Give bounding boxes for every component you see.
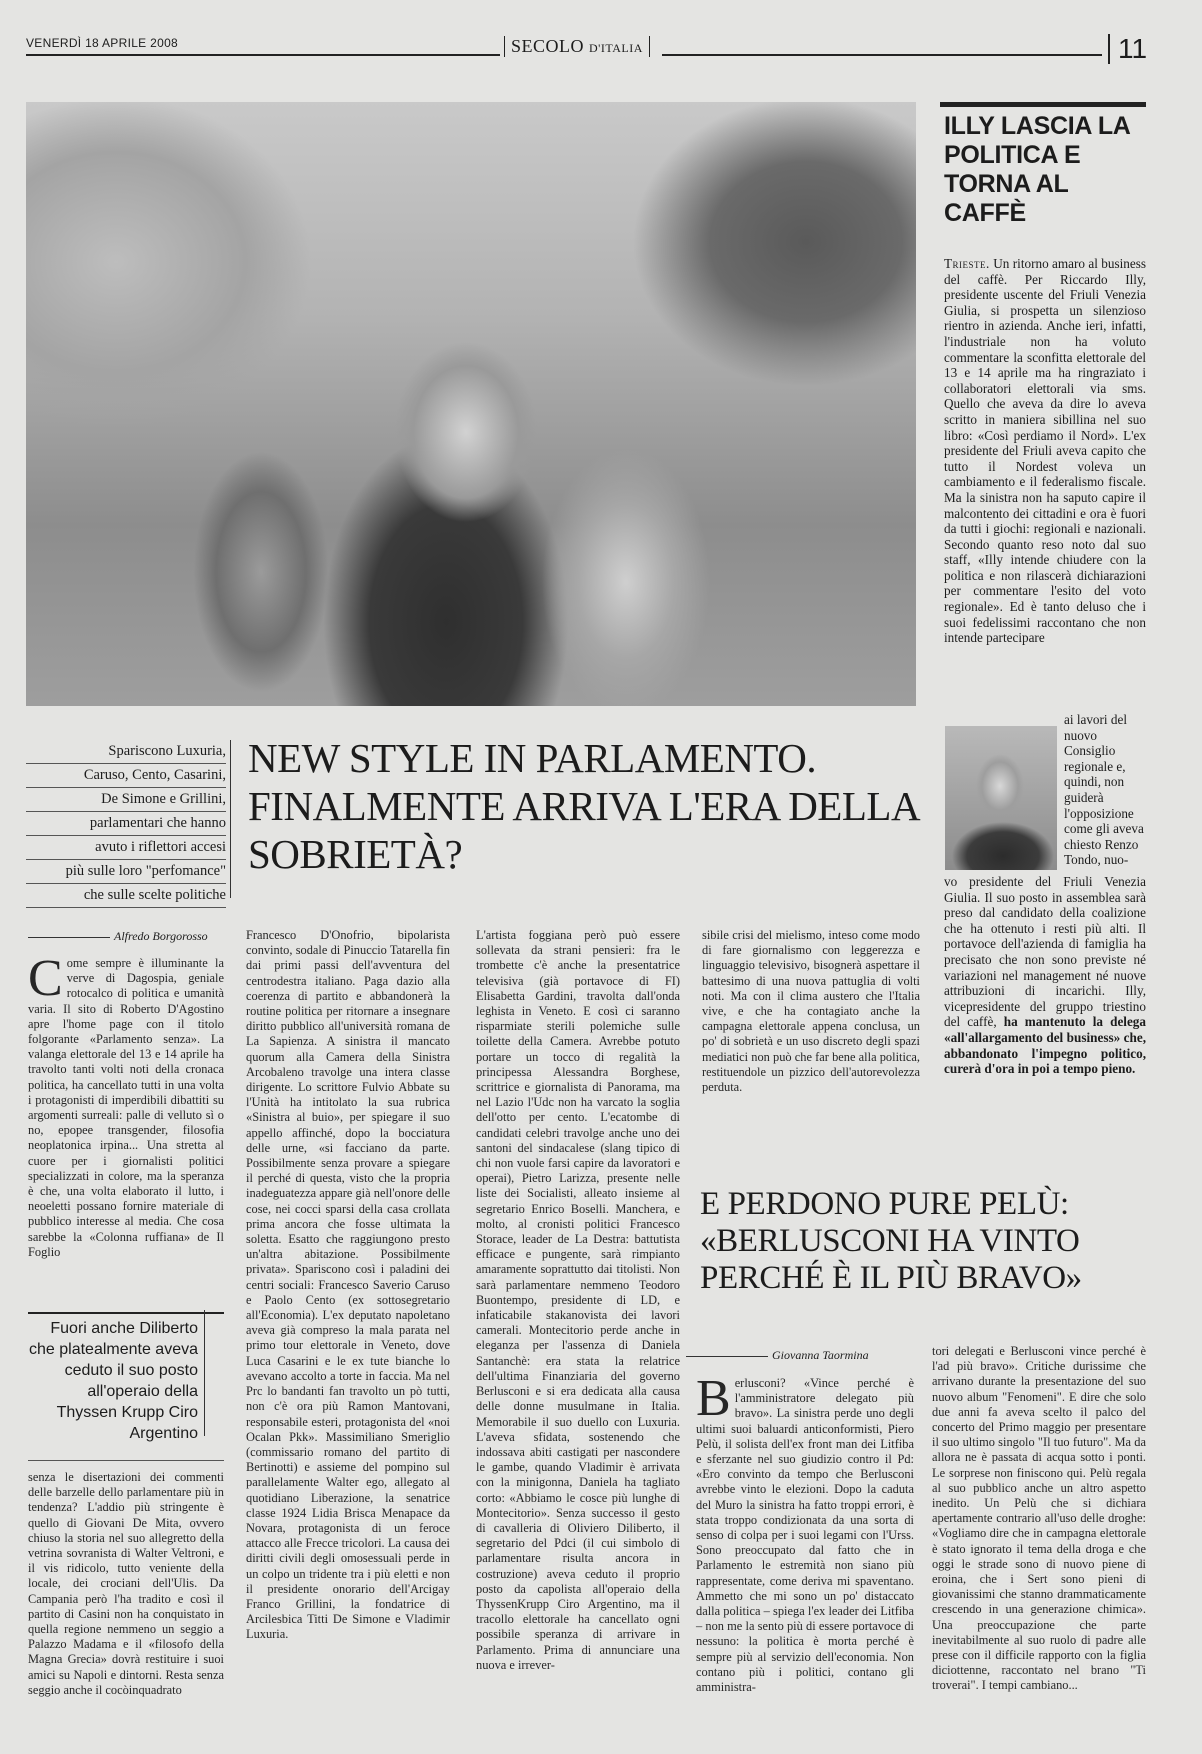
pull-quote-rule	[28, 1312, 224, 1314]
deck-divider	[230, 740, 231, 898]
second-headline: E PERDONO PURE PELÙ: «BERLUSCONI HA VINTO PERCHÉ È IL PIÙ BRAVO»	[700, 1186, 1082, 1296]
second-column-1	[696, 1370, 914, 1695]
main-column-4: sibile crisi del mielismo, inteso come modo di fare giornalismo con leggerezza e linguaggio televisivo, bisognerà aspettare il battesimo di una nuova pattuglia di volti noti. Ma con il clima austero che l'Italia vive, e che ha contagiato anche la campagna elettorale appena conclusa, un po' di sobrietà e un uso discreto degli spazi mediatici non può che far bene alla politica, restituendole un pizzico dell'autorevolezza perduta.	[702, 928, 920, 1095]
newspaper-name	[504, 36, 650, 57]
deck-line: De Simone e Grillini,	[26, 788, 226, 812]
illy-portrait-photo	[945, 726, 1057, 870]
second-column-1-text: erlusconi? «Vince perché è l'amministratore delegato più bravo». La sinistra perde uno degli ultimi suoi baluardi anticonformisti, Piero Pelù, il solista dell'ex front man dei Litfiba e sferzante nel suo giudizio contro il Pd: «Ero convinto da tempo che Berlusconi avrebbe vinto le elezioni. Dopo la caduta del Muro la sinistra ha fatto troppi errori, è stata troppo condizionata da una sorta di senso di colpa per i suoi legami con l'Urss. Sono preoccupato dal fatto che in Parlamento le estremità non siano più rappresentate, come deriva mi spaventano. Ammetto che mi sono un po' distaccato dalla politica – spiega l'ex leader dei Litfiba – non me la sento più di essere portavoce di nessuno: la politica è morta perché è sempre più al servizio dell'economia. Non contano più i politici, contano gli amministra-	[696, 1376, 914, 1695]
page-number: 11	[1108, 34, 1147, 64]
sidebar-text-a: Un ritorno amaro al business del caffè. Per Riccardo Illy, presidente uscente del Friuli Venezia Giulia, si prospetta un silenzioso rientro in azienda. Anche ieri, infatti, l'industriale non ha voluto commentare la sconfitta elettorale del 13 e 14 aprile ma ha ringraziato i collaboratori elettorali via sms. Quello che aveva da dire lo aveva scritto in maniera sibillina nel suo libro: «Così perdiamo il Nord». L'ex presidente del Friuli aveva capito che tutto il Nordest voleva un cambiamento e il federalismo fiscale. Ma la sinistra non ha saputo capire il malcontento dei cittadini e ora è fuori da tutti i giochi: regionali e nazionali. Secondo quanto reso noto dal suo staff, «Illy intende chiudere con la politica e non rilascerà dichiarazioni per commentare l'esito del voto regionale». Ed è tanto deluso che i suoi fedelissimi raccontano che non intende partecipare	[944, 256, 1146, 646]
newspaper-name-main: SECOLO	[511, 36, 585, 56]
sidebar-top-rule	[940, 102, 1146, 107]
second-byline: Giovanna Taormina	[686, 1348, 869, 1363]
deck-line: avuto i riflettori accesi	[26, 836, 226, 860]
pull-quote-bar	[204, 1310, 205, 1436]
sidebar-headline: ILLY LASCIA LA POLITICA E TORNA AL CAFFÈ	[944, 112, 1130, 227]
main-byline: Alfredo Borgorosso	[28, 929, 208, 944]
sidebar-dateline: Trieste.	[944, 256, 990, 271]
deck-line: Spariscono Luxuria,	[26, 740, 226, 764]
issue-date: VENERDÌ 18 APRILE 2008	[26, 36, 179, 50]
sidebar-body-top	[944, 256, 1146, 646]
main-dropcap: C	[28, 950, 63, 1007]
deck-line: parlamentari che hanno	[26, 812, 226, 836]
masthead-rule-left	[26, 54, 500, 56]
sidebar-body-bottom	[944, 874, 1146, 1077]
second-dropcap: B	[696, 1370, 731, 1427]
newspaper-name-suffix: D'ITALIA	[589, 41, 643, 55]
main-photo	[26, 102, 916, 706]
sidebar-body-wrap: ai lavori del nuovo Consiglio regionale e, quindi, non guiderà l'opposizione come gli aveva chiesto Renzo Tondo, nuo-	[1064, 712, 1144, 868]
main-column-1-continued: senza le disertazioni dei commenti delle barzelle dello parlamentare più in tendenza? L'addio più stringente è quello di Giovani De Mita, ovvero chiuso la storia nel suo allegretto della vetrina sovranista di Walter Veltroni, e il vis ridicolo, tutto veniente della locale, dei crociani dell'Ulis. Da Campania però l'ha tradito e così il partito di Casini non ha conquistato in quella regione nemmeno un seggio a Palazzo Madama e il «filosofo della Magna Grecia» dovrà restituire i suoi amici su Napoli e dintorni. Resta senza seggio anche il cocòinquadrato	[28, 1470, 224, 1697]
masthead-rule-right	[662, 54, 1102, 56]
deck-line: Caruso, Cento, Casarini,	[26, 764, 226, 788]
main-headline: NEW STYLE IN PARLAMENTO. FINALMENTE ARRIVA L'ERA DELLA SOBRIETÀ?	[248, 735, 918, 877]
pull-quote-bottom-rule	[28, 1460, 224, 1461]
deck-line: più sulle loro "perfomance"	[26, 860, 226, 884]
second-column-2: tori delegati e Berlusconi vince perché è l'ad più bravo». Critiche durissime che arrivano durante la presentazione del suo nuovo album "Fenomeni". E dire che solo due anni fa aveva scelto il palco del concerto del Primo maggio per presentare il suo ultimo singolo "Il tuo futuro". Ma da allora ne è passata di acqua sotto i ponti. Le sorprese non finiscono qui. Pelù regala al suo pubblico anche un altro aspetto inedito. Un Pelù che si dichiara apertamente contrario all'uso delle droghe: «Vogliamo dire che in campagna elettorale è stato ignorato il tema della droga e che oggi le strade sono di nuovo piene di eroina, che i Sert sono pieni di giovanissimi che stanno drammaticamente crescendo in una generazione chimica». Una preoccupazione che parte inevitabilmente al suo ruolo di padre alle prese con il difficile rapporto con la figlia diciottenne, raccontato nel brano "Ti troverai". I tempi cambiano...	[932, 1344, 1146, 1693]
pull-quote: Fuori anche Diliberto che platealmente aveva ceduto il suo posto all'operaio della Thyssen Krupp Ciro Argentino	[29, 1320, 198, 1442]
main-column-2: Francesco D'Onofrio, bipolarista convinto, sodale di Pinuccio Tatarella fin dai primi passi dell'avventura del centrodestra italiano. Paga dazio alla coerenza di partito e abbandonerà la routine politica per ritornare a insegnare diritto pubblico all'università romana de La Sapienza. A sinistra il mancato quorum alla Camera della Sinistra Arcobaleno travolge una intera classe dirigente. Lo scrittore Fulvio Abbate su l'Unità ha intitolato la sua rubrica «Sinistra al buio», per spiegare il suo appello affinché, dopo la bocciatura delle urne, «si facciano da parte. Possibilmente senza provare a spiegare il perché di questa, visto che la propria inadeguatezza appare già nell'onore delle cose, nei cocci sparsi della casa crollata prima ancora che fosse ultimata la soletta. Esatto che raggiungono presto un'altra abitazione. Possibilmente privata». Spariscono così i paladini dei centri sociali: Francesco Saverio Caruso e Paolo Cento (ex sottosegretario all'Economia). L'ex deputato napoletano aveva già compreso la mala parata nel primo tour elettorale in Veneto, dove Luca Casarini e le ex tute bianche lo avevano accolto a torte in faccia. Ma nel Prc lo bandanti fan travolto un pò tutti, non c'è ora più Ramon Mantovani, responsabile esteri, protagonista del «noi Ocalan Pkk». Massimiliano Smeriglio (commissario romano del partito di Bertinotti) e assieme del pompino sul parallelamente Walter ego, allegato al quotidiano Liberazione, la senatrice classe 1924 Lidia Brisca Menapace da Novara, protagonista di un feroce attacco alle Frecce tricolori. La causa dei diritti civili degli omosessuali perde in un colpo un tridente tra i più eletti e non il presidente onorario dell'Arcigay Franco Grillini, la fondatrice di Arcilesbica Titti De Simone e Vladimir Luxuria.	[246, 928, 450, 1642]
main-column-3: L'artista foggiana però può essere sollevata da strani pensieri: fra le trombette c'è anche la presentatrice televisiva (già portavoce di FI) Elisabetta Gardini, travolta dall'onda leghista in Veneto. E così ci saranno risparmiate sterili polemiche sulle toilette della Camera. Avrebbe potuto portare un tocco di regalità la principessa Alessandra Borghese, scrittrice e giornalista di Panorama, ma nel Lazio l'Udc non ha varcato la soglia dell'otto per cento. L'ecatombe di candidati celebri travolge anche uno dei santoni del sindacalese (slang tipico di chi non vuole farsi capire da lavoratori e operai), Pietro Larizza, presente nelle liste dei Socialisti, alleato insieme al segretario Enrico Boselli. Manchera, e molto, al cronisti politici Francesco Storace, leader de La Destra: battutista efficace e pungente, sarà rimpianto amaramente soprattutto dai titolisti. Non sarà parlamentare nemmeno Teodoro Buontempo, presidente di LD, e infaticabile stakanovista dei lavori camerali. Montecitorio perde anche in eleganza per l'assenza di Daniela Santanchè: era stata la relatrice dell'ultima Finanziaria del governo Berlusconi e si era dedicata alla causa delle donne musulmane in Italia. Memorabile il suo duello con Luxuria. L'aveva sfidata, sostenendo che indossava abiti castigati per nascondere le gambe, quando Vladimir è arrivata con la minigonna, Daniela ha tagliato corto: «Abbiamo le cosce più lunghe di Montecitorio». Senza successo il gesto di cavalleria di Oliviero Diliberto, il segretario del Pdci (il cui simbolo di parlamentare risulta ancora in costruzione) aveva ceduto il proprio posto da capolista all'operaio della ThyssenKrupp Ciro Argentino, ma il tracollo elettorale ha cancellato ogni possibile speranza di arrivare in Parlamento. Prima di annunciare una nuova e irrever-	[476, 928, 680, 1672]
main-deck	[26, 740, 226, 908]
sidebar-text-c-bold: ha mantenuto la delega «all'allargamento del business» che, abbandonato l'impegno politico, curerà d'ora in poi a tempo pieno.	[944, 1014, 1146, 1077]
main-column-1	[28, 950, 224, 1260]
main-column-1-text: ome sempre è illuminante la verve di Dagospia, geniale rotocalco di politica e umanità varia. Il sito di Roberto D'Agostino apre l'home page con il titolo folgorante «Parlamento senza». La valanga elettorale del 13 e 14 aprile ha travolto tanti volti noti della cronaca politica, ha cancellato tutti in una volta i protagonisti di imperdibili dibattiti su argomenti surreali: palle di velluto sì o no, epopee transgender, filosofia neoplatonica irpina... Una stretta al cuore per i giornalisti politici specializzati in colore, ma la speranza è che, una volta elaborato il lutto, i neoeletti possano fornire materiale di pubblico interesse al media. Che cosa sarebbe la «Colonna ruffiana» de Il Foglio	[28, 956, 224, 1259]
sidebar-text-c: vo presidente del Friuli Venezia Giulia. Il suo posto in assemblea sarà preso dal candidato della coalizione che ha ottenuto i resti più alti. Il portavoce dell'azienda di famiglia ha precisato che non sono previste né variazioni nel management né nuove attribuzioni di incarichi. Illy, vicepresidente del gruppo triestino del caffè,	[944, 874, 1146, 1030]
deck-line: che sulle scelte politiche	[26, 884, 226, 908]
